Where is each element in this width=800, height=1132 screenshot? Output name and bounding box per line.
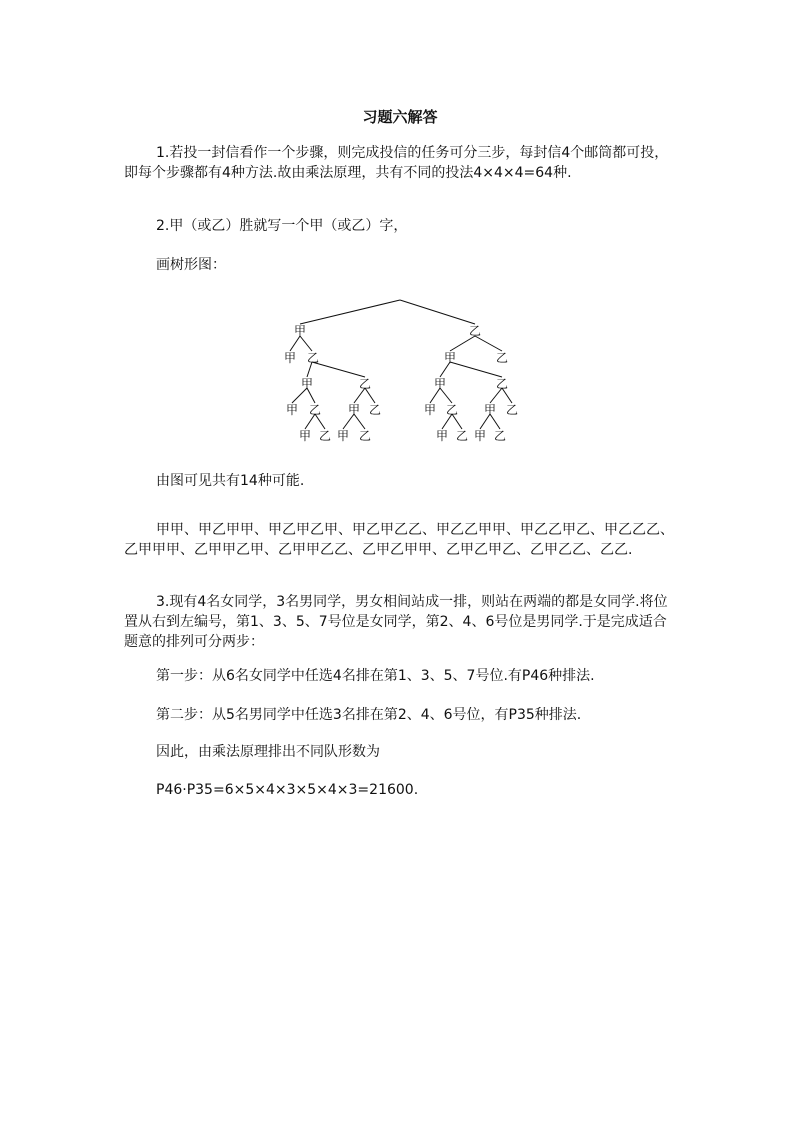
- tree-node-yi: 乙: [319, 429, 332, 443]
- tree-node-yi: 乙: [307, 351, 320, 365]
- tree-node-yi: 乙: [446, 403, 459, 417]
- tree-node-yi: 乙: [369, 403, 382, 417]
- outcome-count: 由图可见共有14种可能.: [156, 473, 305, 489]
- tree-node-jia: 甲: [474, 429, 487, 443]
- tree-node-jia: 甲: [301, 377, 314, 391]
- tree-node-yi: 乙: [496, 351, 509, 365]
- answer-3: 3.现有4名女同学，3名男同学，男女相间站成一排，则站在两端的都是女同学.将位置从右到左编号，第1、3、5、7号位是女同学，第2、4、6号位是男同学.于是完成适合题意的排列可分两步：: [124, 594, 668, 650]
- conclusion: 因此，由乘法原理排出不同队形数为: [156, 744, 380, 760]
- tree-node-yi: 乙: [456, 429, 469, 443]
- page-title: 习题六解答: [362, 108, 438, 126]
- tree-node-jia: 甲: [284, 351, 297, 365]
- outcome-list: 甲甲、甲乙甲甲、甲乙甲乙甲、甲乙甲乙乙、甲乙乙甲甲、甲乙乙甲乙、甲乙乙乙、乙甲甲甲、乙甲甲乙甲、乙甲甲乙乙、乙甲乙甲甲、乙甲乙甲乙、乙甲乙乙、乙乙.: [124, 522, 674, 558]
- tree-node-yi: 乙: [359, 377, 372, 391]
- tree-node-jia: 甲: [444, 351, 457, 365]
- tree-node-yi: 乙: [359, 429, 372, 443]
- tree-node-yi: 乙: [506, 403, 519, 417]
- tree-node-jia: 甲: [436, 429, 449, 443]
- tree-node-jia: 甲: [424, 403, 437, 417]
- tree-node-yi: 乙: [496, 377, 509, 391]
- answer-1: 1.若投一封信看作一个步骤，则完成投信的任务可分三步，每封信4个邮筒都可投，即每个步骤都有4种方法.故由乘法原理，共有不同的投法4×4×4=64种.: [124, 145, 669, 181]
- tree-node-jia: 甲: [484, 403, 497, 417]
- tree-node-jia: 甲: [337, 429, 350, 443]
- answer-2-intro: 2.甲（或乙）胜就写一个甲（或乙）字，: [156, 218, 408, 234]
- step-one: 第一步：从6名女同学中任选4名排在第1、3、5、7号位.有P46种排法.: [156, 668, 595, 684]
- tree-node-yi: 乙: [309, 403, 322, 417]
- tree-edges: [290, 300, 512, 429]
- tree-caption: 画树形图：: [156, 257, 226, 273]
- final-formula: P46·P35=6×5×4×3×5×4×3=21600.: [156, 782, 419, 798]
- step-two: 第二步：从5名男同学中任选3名排在第2、4、6号位，有P35种排法.: [156, 707, 582, 723]
- tree-node-jia: 甲: [348, 403, 361, 417]
- tree-diagram: [280, 296, 540, 456]
- tree-node-jia: 甲: [434, 377, 447, 391]
- tree-node-yi: 乙: [494, 429, 507, 443]
- tree-node-jia: 甲: [286, 403, 299, 417]
- tree-node-jia: 甲: [294, 324, 307, 338]
- tree-node-jia: 甲: [299, 429, 312, 443]
- tree-node-yi: 乙: [469, 324, 482, 338]
